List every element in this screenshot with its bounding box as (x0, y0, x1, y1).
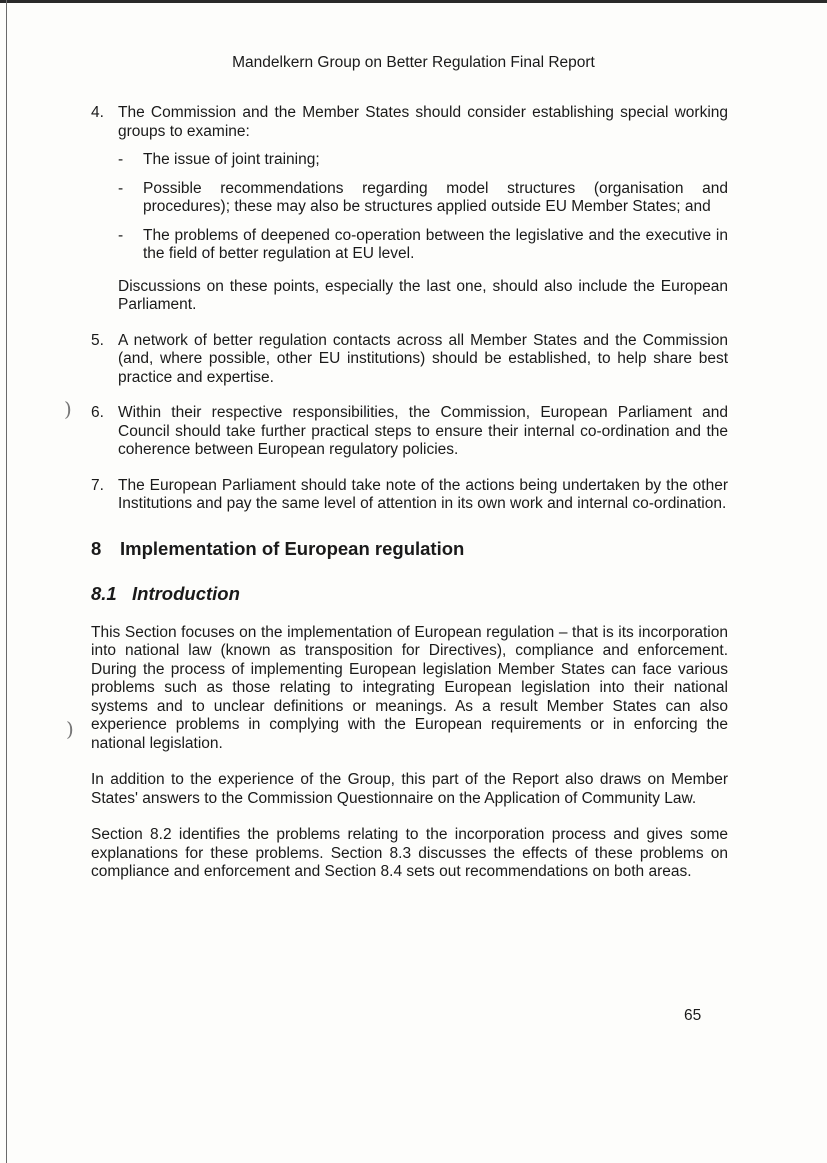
section-heading (91, 538, 728, 560)
item-followup-text: Discussions on these points, especially the last one, should also include the European Parliament. (118, 277, 728, 313)
item-number: 5. (91, 331, 104, 349)
list-item-5 (91, 332, 728, 388)
bullet-dash: - (118, 179, 124, 197)
item-number: 4. (91, 104, 104, 121)
item-number: 7. (91, 476, 104, 494)
bullet-text: The issue of joint training; (143, 151, 320, 168)
section-number: 8 (91, 537, 102, 559)
list-item-7 (91, 477, 728, 514)
bullet-dash: - (118, 226, 124, 244)
bullet-dash: - (118, 151, 124, 168)
item-number: 6. (91, 404, 104, 421)
paragraph: This Section focuses on the implementation of European regulation – that is its incorporation into national law (known as transposition for Directives), compliance and enforcement. During the process of implementing European legislation Member States can face various problems such as those relating to integrating European legislation into their national systems and to unclear definitions or meanings. As a result Member States can also experience problems in complying with the European requirements or in enforcing the national legislation. (91, 623, 728, 752)
top-border (0, 0, 827, 3)
list-item-6 (91, 404, 728, 460)
bullet-item (118, 180, 728, 217)
paragraph: In addition to the experience of the Group, this part of the Report also draws on Member States' answers to the Commission Questionnaire on the Application of Community Law. (91, 771, 728, 807)
list-item-4 (91, 104, 728, 315)
subsection-title: Introduction (132, 582, 240, 604)
item-text: Within their respective responsibilities, the Commission, European Parliament and Council should take further practical steps to ensure their internal co-ordination and the coherence between European regulatory policies. (118, 404, 728, 458)
paragraph: Section 8.2 identifies the problems relating to the incorporation process and gives some explanations for these problems. Section 8.3 discusses the effects of these problems on compliance and enforcement and Section 8.4 sets out recommendations on both areas. (91, 826, 728, 880)
section-title: Implementation of European regulation (120, 537, 465, 559)
subsection-number: 8.1 (91, 582, 117, 604)
page-number: 65 (684, 1007, 702, 1024)
bullet-text: The problems of deepened co-operation between the legislative and the executive in the field of better regulation at EU level. (143, 226, 728, 262)
bullet-item (118, 151, 728, 170)
punch-hole-mark: ) (66, 717, 74, 741)
bullet-text: Possible recommendations regarding model structures (organisation and procedures); these may also be structures applied outside EU Member States; and (143, 179, 728, 215)
left-border (6, 0, 7, 1163)
running-header: Mandelkern Group on Better Regulation Final Report (232, 54, 595, 71)
subsection-heading (91, 583, 728, 605)
item-text: The Commission and the Member States should consider establishing special working groups to examine: (118, 104, 728, 140)
punch-hole-mark: ) (64, 397, 72, 421)
page-body (91, 104, 728, 882)
item-text: The European Parliament should take note of the actions being undertaken by the other Institutions and pay the same level of attention in its own work and internal co-ordination. (118, 476, 728, 512)
bullet-item (118, 227, 728, 264)
item-text: A network of better regulation contacts across all Member States and the Commission (and, where possible, other EU institutions) should be established, to help share best practice and expertise. (118, 331, 728, 386)
